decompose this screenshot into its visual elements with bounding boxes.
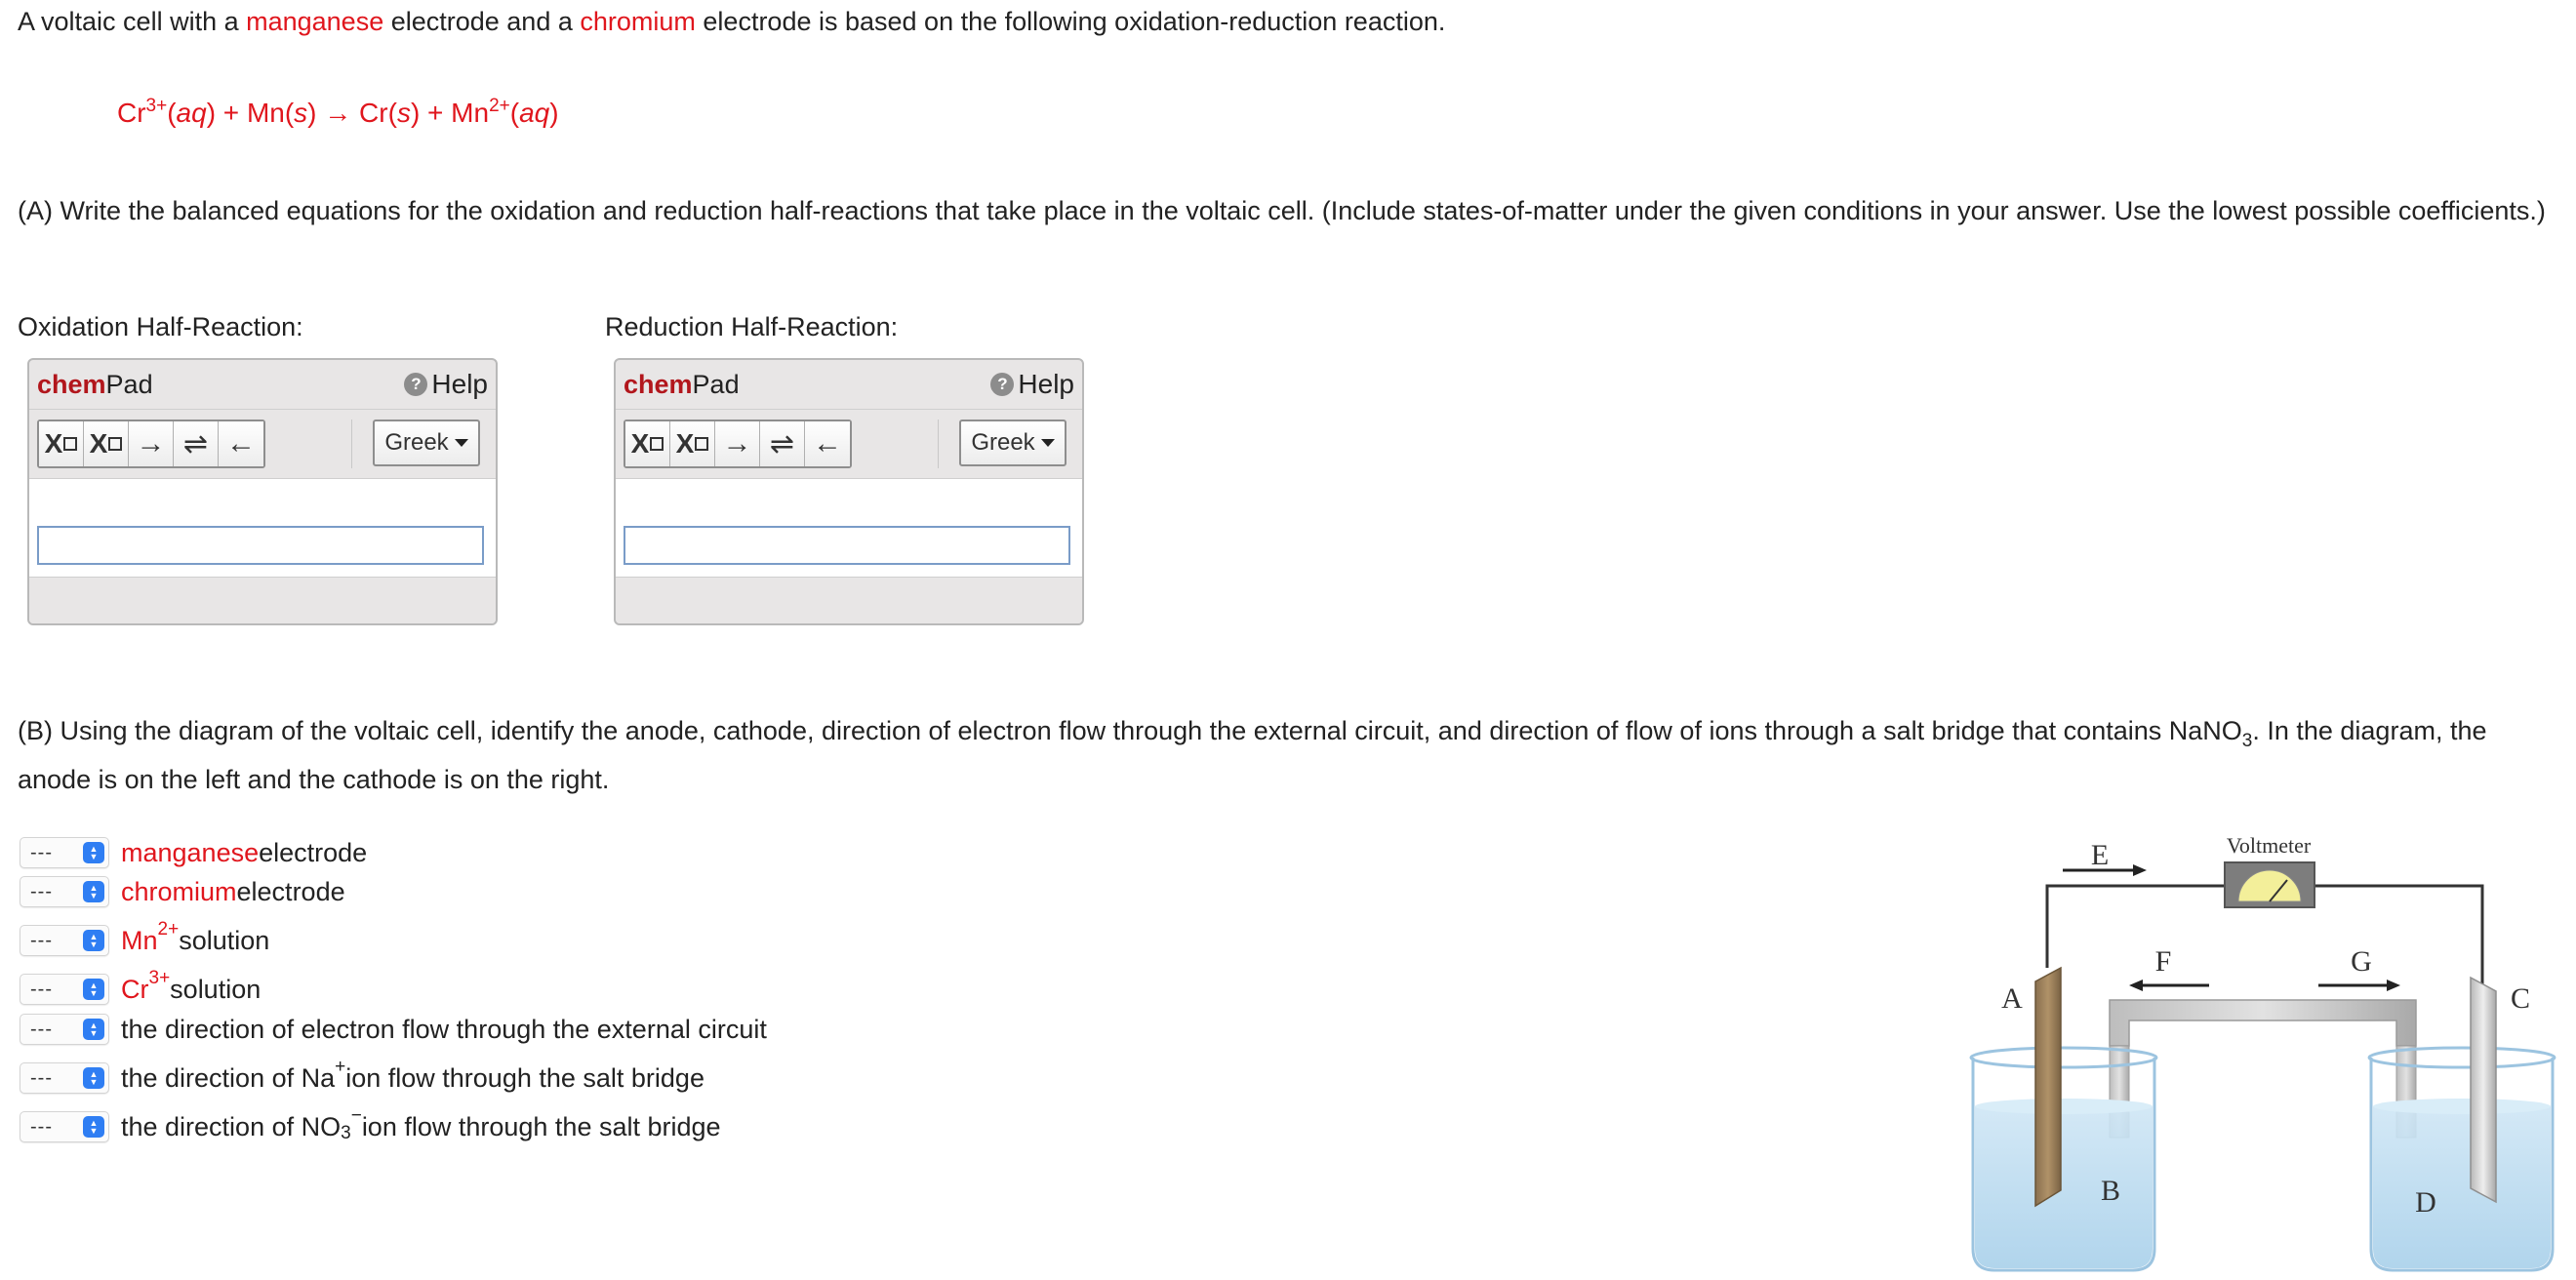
oxidation-chempad: [27, 358, 498, 625]
select-row-electron-flow: --- ▲ ▼ the direction of electron flow through the external circuit: [20, 1011, 767, 1048]
label-A: A: [2001, 982, 2023, 1015]
subscript-button[interactable]: X: [39, 421, 84, 466]
superscript-button[interactable]: X: [84, 421, 129, 466]
answer-select[interactable]: --- ▲ ▼: [20, 1014, 109, 1045]
updown-chevron-icon: ▲ ▼: [83, 979, 104, 1000]
select-row-na-flow: --- ▲ ▼ the direction of Na + ion flow through the salt bridge: [20, 1060, 704, 1097]
voltaic-cell-diagram: [1961, 820, 2576, 1280]
answer-select[interactable]: --- ▲ ▼: [20, 1111, 109, 1142]
updown-chevron-icon: ▲ ▼: [83, 1067, 104, 1089]
equilibrium-arrow-button[interactable]: ⇌: [760, 421, 805, 466]
chempad-footer: [29, 578, 496, 625]
toolbar-divider: [938, 420, 939, 468]
reduction-chempad: [614, 358, 1084, 625]
part-b-instructions: (B) Using the diagram of the voltaic cell, identify the anode, cathode, direction of electron flow through the external circuit, and direction of flow of ions through a salt bridge that contains NaNO$_3$. In the diagram, the anode is on the left and the cathode is on the right.: [18, 716, 2487, 794]
wire-right: [2311, 886, 2482, 987]
greek-dropdown[interactable]: Greek: [959, 420, 1067, 466]
format-button-group: [37, 420, 265, 468]
redox-equation: $Cr^{3+}(aq) + Mn(s) \to Cr(s) + Mn^{2+}(aq)$: [117, 96, 559, 128]
updown-chevron-icon: ▲ ▼: [83, 930, 104, 951]
select-row-manganese-electrode: --- ▲ ▼ manganese electrode: [20, 834, 367, 871]
answer-select[interactable]: --- ▲ ▼: [20, 1062, 109, 1094]
select-row-chromium-electrode: --- ▲ ▼ chromium electrode: [20, 873, 345, 910]
select-row-cr-solution: --- ▲ ▼ Cr $^{3+}$ solution: [20, 971, 261, 1008]
answer-select[interactable]: --- ▲ ▼: [20, 925, 109, 956]
chromium-electrode: [2471, 978, 2496, 1202]
updown-chevron-icon: ▲ ▼: [83, 881, 104, 902]
updown-chevron-icon: ▲ ▼: [83, 842, 104, 863]
right-arrow-button[interactable]: →: [129, 421, 174, 466]
format-button-group: [624, 420, 852, 468]
chempad-body: [616, 479, 1082, 578]
select-row-mn-solution: --- ▲ ▼ Mn $^{2+}$ solution: [20, 922, 269, 959]
oxidation-input[interactable]: [37, 526, 484, 565]
select-row-no3-flow: --- ▲ ▼ the direction of NO $_3$ − ion flow through the salt bridge: [20, 1108, 721, 1145]
wire-left: [2047, 886, 2227, 968]
chempad-footer: [616, 578, 1082, 625]
oxidation-label: Oxidation Half-Reaction:: [18, 312, 303, 341]
updown-chevron-icon: ▲ ▼: [83, 1116, 104, 1138]
salt-bridge: [2110, 1000, 2416, 1046]
chevron-down-icon: [455, 439, 468, 447]
superscript-button[interactable]: X: [670, 421, 715, 466]
voltmeter-label: Voltmeter: [2226, 833, 2312, 858]
chempad-body: [29, 479, 496, 578]
subscript-button[interactable]: X: [625, 421, 670, 466]
manganese-electrode: [2035, 968, 2061, 1206]
reduction-input[interactable]: [624, 526, 1070, 565]
label-B: B: [2100, 1175, 2121, 1207]
chempad-toolbar: [29, 410, 496, 479]
chempad-toolbar: [616, 410, 1082, 479]
chempad-header: [29, 360, 496, 410]
chempad-header: [616, 360, 1082, 410]
help-icon: ?: [404, 373, 427, 396]
toolbar-divider: [351, 420, 352, 468]
left-arrow-button[interactable]: ←: [219, 421, 263, 466]
chempad-title: chemPad: [37, 369, 153, 399]
label-G: G: [2351, 945, 2372, 978]
answer-select[interactable]: --- ▲ ▼: [20, 876, 109, 907]
equilibrium-arrow-button[interactable]: ⇌: [174, 421, 219, 466]
intro-metal1: manganese: [246, 7, 384, 36]
help-icon: ?: [990, 373, 1014, 396]
label-F: F: [2154, 945, 2172, 978]
chevron-down-icon: [1041, 439, 1055, 447]
reduction-label: Reduction Half-Reaction:: [605, 312, 899, 341]
label-E: E: [2090, 839, 2110, 871]
label-C: C: [2510, 982, 2531, 1015]
updown-chevron-icon: ▲ ▼: [83, 1019, 104, 1040]
answer-select[interactable]: --- ▲ ▼: [20, 837, 109, 868]
answer-select[interactable]: --- ▲ ▼: [20, 974, 109, 1005]
help-button[interactable]: ? Help: [990, 369, 1074, 400]
part-a-instructions: (A) Write the balanced equations for the oxidation and reduction half-reactions that take place in the voltaic cell. (Include states-of-matter under the given conditions in your answer. Use the lowest possible coefficients.): [18, 196, 2546, 225]
intro-metal2: chromium: [580, 7, 696, 36]
chempad-title: chemPad: [624, 369, 740, 399]
left-arrow-button[interactable]: ←: [805, 421, 850, 466]
help-button[interactable]: ? Help: [404, 369, 488, 400]
label-D: D: [2415, 1186, 2436, 1219]
intro-text: A voltaic cell with a manganese electrode and a chromium electrode is based on the following oxidation-reduction reaction.: [18, 7, 1446, 36]
greek-dropdown[interactable]: Greek: [373, 420, 480, 466]
right-arrow-button[interactable]: →: [715, 421, 760, 466]
